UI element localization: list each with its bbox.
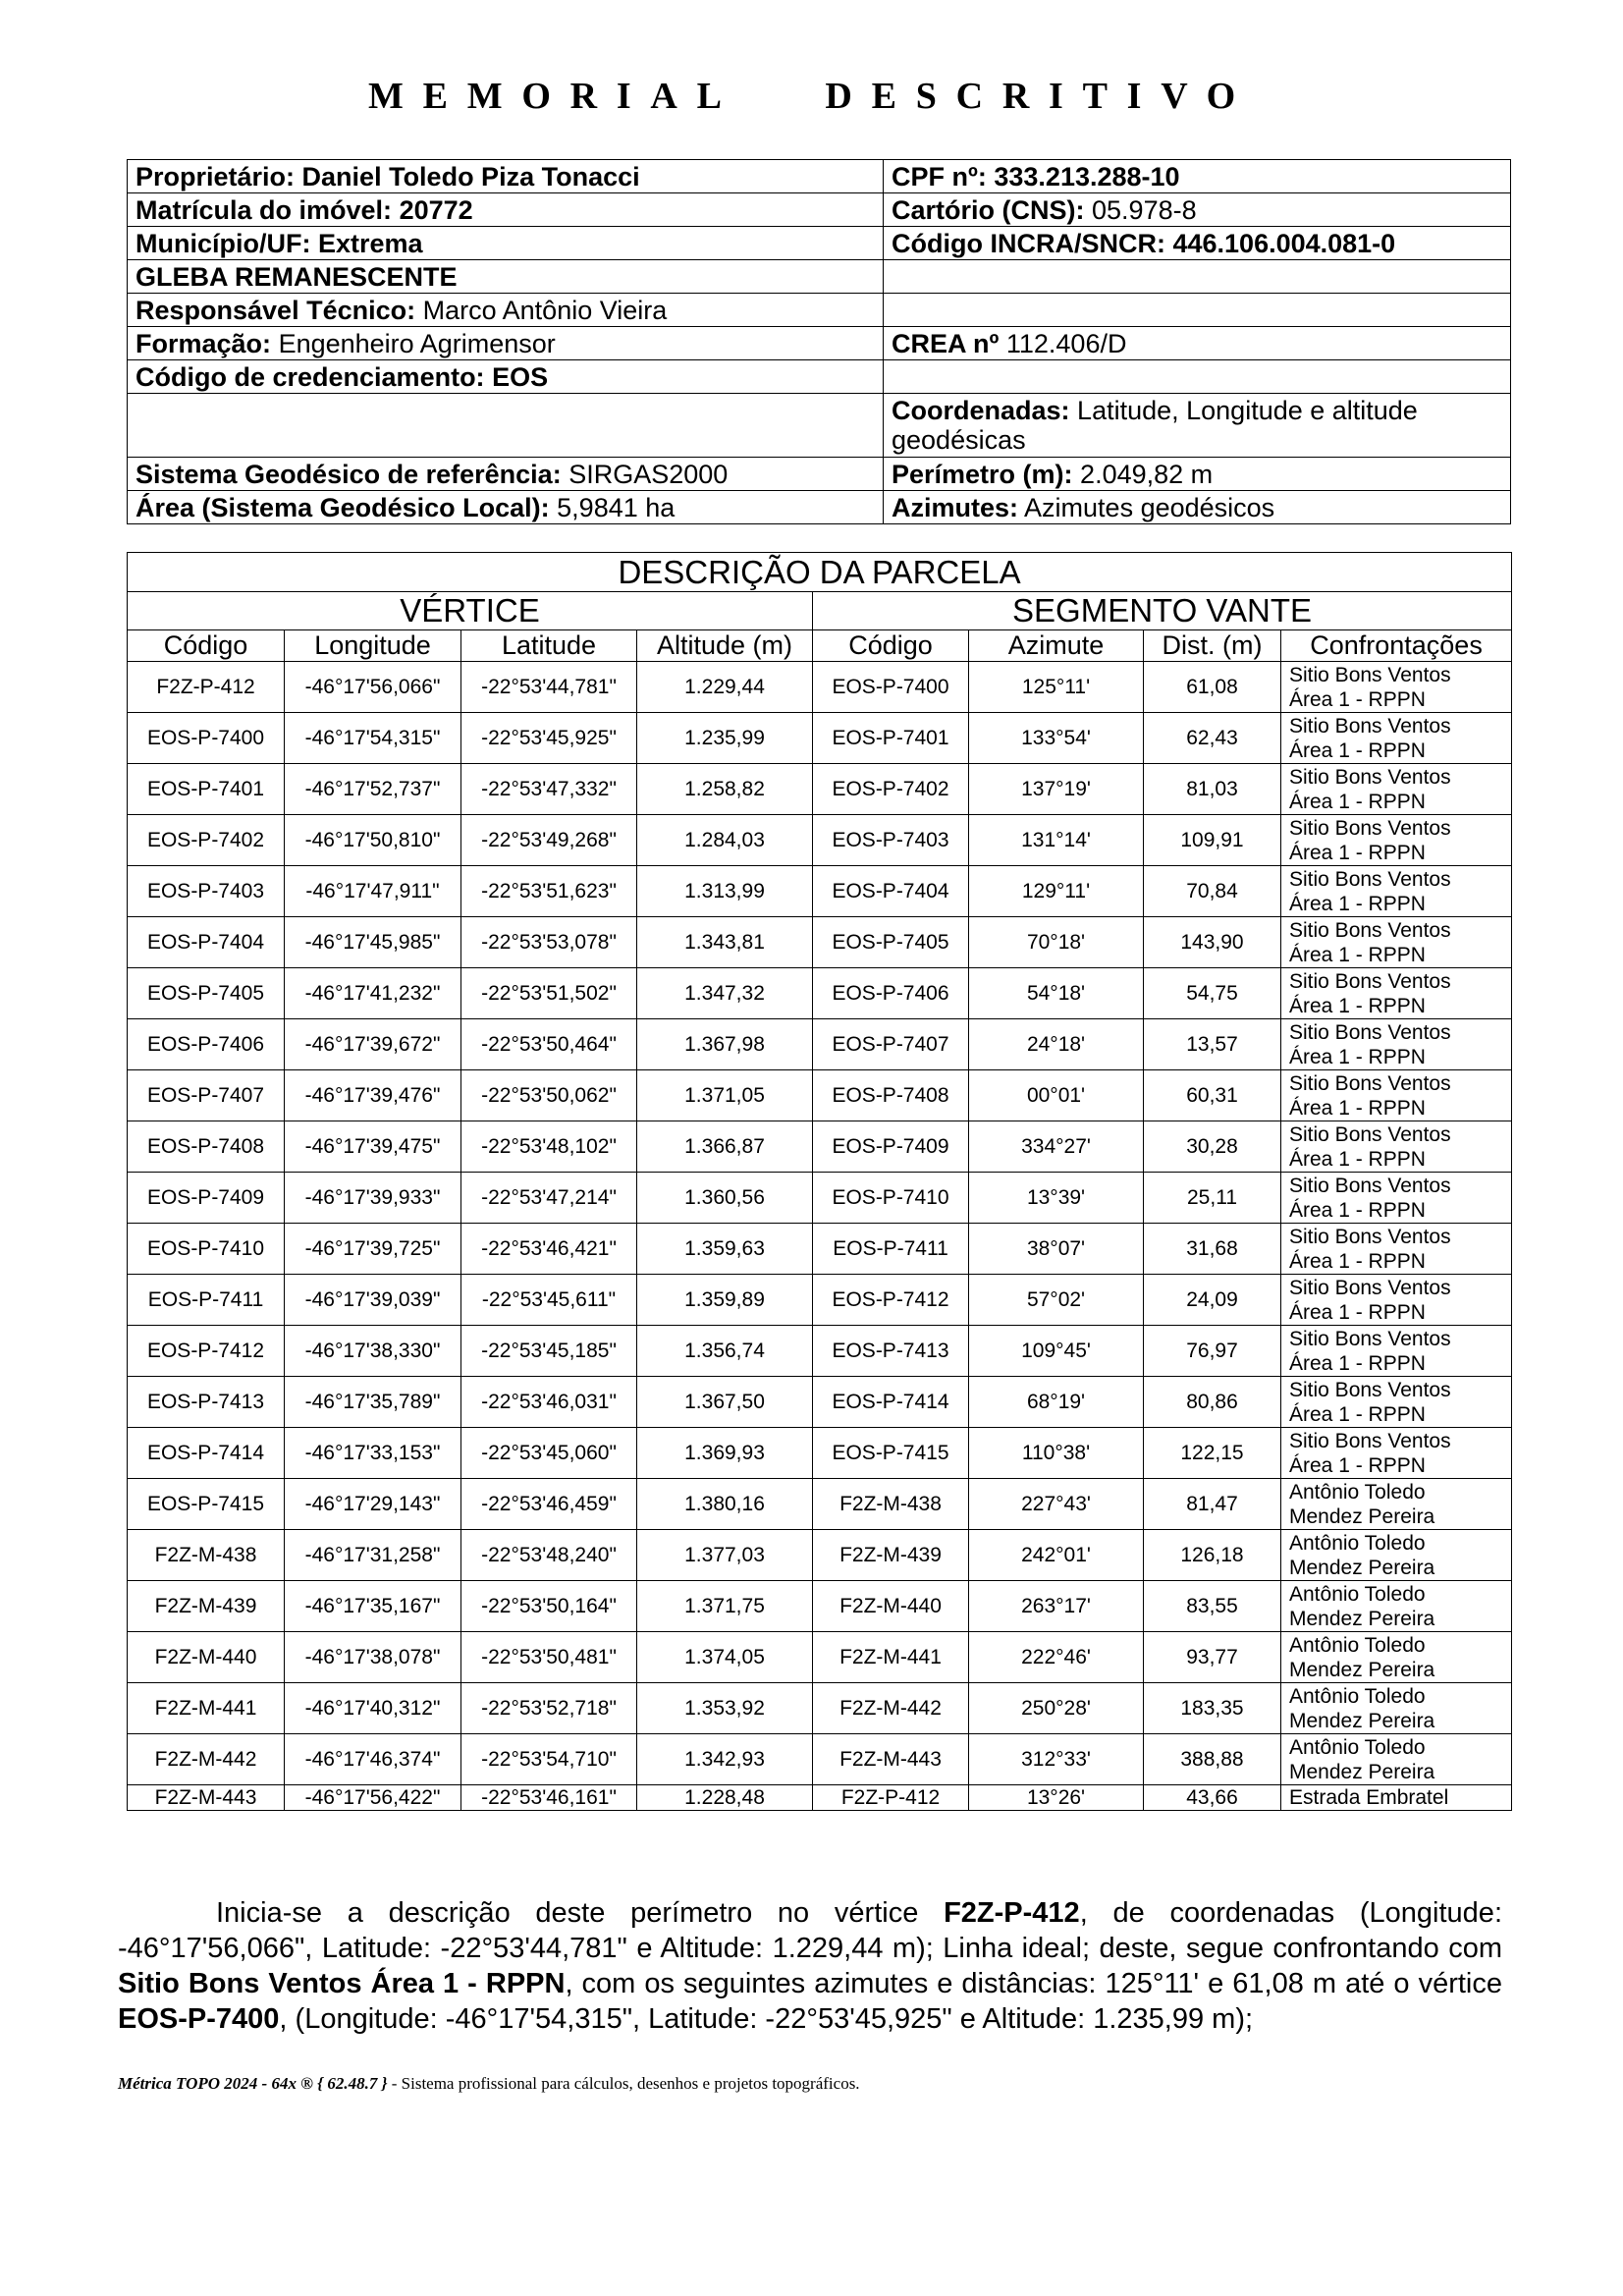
table-cell: 70,84 — [1144, 866, 1281, 917]
table-cell: EOS-P-7413 — [128, 1377, 285, 1428]
table-cell: 1.258,82 — [637, 764, 813, 815]
confrontacao-line: Antônio Toledo — [1289, 1633, 1426, 1657]
table-cell: EOS-P-7404 — [813, 866, 969, 917]
table-row — [128, 1224, 1512, 1275]
table-row — [128, 1173, 1512, 1224]
table-cell: 109,91 — [1144, 815, 1281, 866]
credenciamento-cell: Código de credenciamento: EOS — [128, 360, 884, 394]
table-cell: 62,43 — [1144, 713, 1281, 764]
table-cell: EOS-P-7410 — [128, 1224, 285, 1275]
table-row — [128, 1428, 1512, 1479]
confrontacao-cell — [1281, 1734, 1512, 1785]
column-header: Confrontações — [1281, 630, 1512, 662]
document-title: MEMORIAL DESCRITIVO — [368, 76, 1255, 117]
confrontacao-cell — [1281, 866, 1512, 917]
table-cell: 83,55 — [1144, 1581, 1281, 1632]
table-row — [128, 1326, 1512, 1377]
confrontacao-line: Área 1 - RPPN — [1289, 943, 1426, 966]
table-row — [128, 1479, 1512, 1530]
table-cell: -22°53'46,421" — [461, 1224, 637, 1275]
table-row — [128, 764, 1512, 815]
table-cell: -46°17'52,737" — [285, 764, 461, 815]
table-cell: F2Z-M-442 — [128, 1734, 285, 1785]
column-header: Longitude — [285, 630, 461, 662]
table-cell: -46°17'35,789" — [285, 1377, 461, 1428]
table-row — [128, 1530, 1512, 1581]
confrontacao-line: Área 1 - RPPN — [1289, 790, 1426, 813]
table-cell: EOS-P-7405 — [813, 917, 969, 968]
table-cell: -46°17'39,039" — [285, 1275, 461, 1326]
parcel-table — [127, 552, 1512, 1811]
table-row — [128, 917, 1512, 968]
confrontacao-line: Sitio Bons Ventos — [1289, 714, 1451, 738]
confrontacao-line: Área 1 - RPPN — [1289, 1198, 1426, 1222]
sistema-cell: Sistema Geodésico de referência: SIRGAS2000 — [128, 458, 884, 491]
table-cell: -46°17'39,475" — [285, 1121, 461, 1173]
table-cell: EOS-P-7411 — [128, 1275, 285, 1326]
table-cell: -46°17'35,167" — [285, 1581, 461, 1632]
table-cell: -46°17'39,476" — [285, 1070, 461, 1121]
table-row — [128, 1734, 1512, 1785]
table-cell: F2Z-M-443 — [128, 1785, 285, 1811]
table-cell: -22°53'48,102" — [461, 1121, 637, 1173]
table-cell: -22°53'50,062" — [461, 1070, 637, 1121]
confrontacao-line: Sitio Bons Ventos — [1289, 1071, 1451, 1095]
confrontacao-cell — [1281, 1428, 1512, 1479]
table-cell: EOS-P-7413 — [813, 1326, 969, 1377]
table-cell: 183,35 — [1144, 1683, 1281, 1734]
confrontacao-cell — [1281, 1173, 1512, 1224]
confrontacao-line: Sitio Bons Ventos — [1289, 765, 1451, 789]
table-cell: EOS-P-7412 — [813, 1275, 969, 1326]
table-cell: F2Z-M-441 — [813, 1632, 969, 1683]
table-cell: 1.380,16 — [637, 1479, 813, 1530]
table-row — [128, 662, 1512, 713]
table-cell: -46°17'38,330" — [285, 1326, 461, 1377]
confrontacao-cell — [1281, 1224, 1512, 1275]
table-cell: 61,08 — [1144, 662, 1281, 713]
table-cell: -46°17'47,911" — [285, 866, 461, 917]
empty-cell — [884, 260, 1511, 294]
confrontacao-line: Antônio Toledo — [1289, 1531, 1426, 1555]
cpf-cell: CPF nº: 333.213.288-10 — [884, 160, 1511, 193]
municipio-cell: Município/UF: Extrema — [128, 227, 884, 260]
confrontacao-cell — [1281, 1785, 1512, 1811]
table-cell: -22°53'46,031" — [461, 1377, 637, 1428]
confrontacao-cell — [1281, 764, 1512, 815]
table-row — [128, 866, 1512, 917]
table-cell: EOS-P-7410 — [813, 1173, 969, 1224]
table-cell: 110°38' — [969, 1428, 1144, 1479]
table-cell: -22°53'45,611" — [461, 1275, 637, 1326]
vertex-header: VÉRTICE — [128, 592, 813, 630]
confrontacao-line: Sitio Bons Ventos — [1289, 1327, 1451, 1350]
confrontacao-line: Sitio Bons Ventos — [1289, 816, 1451, 840]
table-cell: -46°17'40,312" — [285, 1683, 461, 1734]
empty-cell — [884, 294, 1511, 327]
table-cell: 242°01' — [969, 1530, 1144, 1581]
empty-cell — [884, 360, 1511, 394]
confrontacao-line: Área 1 - RPPN — [1289, 1351, 1426, 1375]
table-row — [128, 968, 1512, 1019]
formacao-cell: Formação: Engenheiro Agrimensor — [128, 327, 884, 360]
table-cell: F2Z-M-439 — [128, 1581, 285, 1632]
table-cell: -22°53'47,214" — [461, 1173, 637, 1224]
table-cell: 263°17' — [969, 1581, 1144, 1632]
crea-cell: CREA nº 112.406/D — [884, 327, 1511, 360]
table-cell: 334°27' — [969, 1121, 1144, 1173]
cartorio-cell: Cartório (CNS): 05.978-8 — [884, 193, 1511, 227]
table-cell: 1.360,56 — [637, 1173, 813, 1224]
table-cell: EOS-P-7415 — [813, 1428, 969, 1479]
confrontacao-line: Área 1 - RPPN — [1289, 687, 1426, 711]
table-cell: 1.228,48 — [637, 1785, 813, 1811]
table-cell: 13°39' — [969, 1173, 1144, 1224]
table-cell: 1.313,99 — [637, 866, 813, 917]
column-headers — [128, 630, 1512, 662]
column-header: Azimute — [969, 630, 1144, 662]
table-cell: 00°01' — [969, 1070, 1144, 1121]
table-cell: -22°53'50,164" — [461, 1581, 637, 1632]
table-cell: 388,88 — [1144, 1734, 1281, 1785]
empty-cell — [128, 394, 884, 458]
confrontacao-line: Antônio Toledo — [1289, 1735, 1426, 1759]
table-cell: EOS-P-7403 — [128, 866, 285, 917]
table-cell: 38°07' — [969, 1224, 1144, 1275]
table-cell: -46°17'29,143" — [285, 1479, 461, 1530]
confrontacao-line: Sitio Bons Ventos — [1289, 1429, 1451, 1452]
table-cell: -46°17'41,232" — [285, 968, 461, 1019]
confrontacao-line: Área 1 - RPPN — [1289, 1249, 1426, 1273]
table-cell: 13,57 — [1144, 1019, 1281, 1070]
table-cell: 129°11' — [969, 866, 1144, 917]
confrontacao-line: Área 1 - RPPN — [1289, 738, 1426, 762]
confrontacao-line: Antônio Toledo — [1289, 1582, 1426, 1606]
confrontacao-line: Área 1 - RPPN — [1289, 892, 1426, 915]
table-cell: -22°53'50,464" — [461, 1019, 637, 1070]
table-cell: 1.356,74 — [637, 1326, 813, 1377]
table-cell: 137°19' — [969, 764, 1144, 815]
table-cell: -22°53'45,185" — [461, 1326, 637, 1377]
table-row — [128, 1581, 1512, 1632]
table-cell: 1.229,44 — [637, 662, 813, 713]
table-cell: 1.367,98 — [637, 1019, 813, 1070]
table-cell: EOS-P-7406 — [128, 1019, 285, 1070]
table-cell: -46°17'39,672" — [285, 1019, 461, 1070]
confrontacao-cell — [1281, 1275, 1512, 1326]
table-cell: -22°53'47,332" — [461, 764, 637, 815]
confrontacao-line: Mendez Pereira — [1289, 1709, 1435, 1732]
table-cell: 30,28 — [1144, 1121, 1281, 1173]
table-cell: -22°53'49,268" — [461, 815, 637, 866]
table-cell: 1.343,81 — [637, 917, 813, 968]
table-cell: 1.359,63 — [637, 1224, 813, 1275]
table-row — [128, 1683, 1512, 1734]
table-cell: F2Z-M-442 — [813, 1683, 969, 1734]
confrontacao-cell — [1281, 968, 1512, 1019]
table-cell: F2Z-M-443 — [813, 1734, 969, 1785]
confrontacao-cell — [1281, 662, 1512, 713]
confrontacao-line: Sitio Bons Ventos — [1289, 969, 1451, 993]
column-header: Código — [813, 630, 969, 662]
table-cell: EOS-P-7409 — [813, 1121, 969, 1173]
table-cell: F2Z-M-440 — [128, 1632, 285, 1683]
table-cell: 227°43' — [969, 1479, 1144, 1530]
table-cell: 222°46' — [969, 1632, 1144, 1683]
table-cell: -22°53'53,078" — [461, 917, 637, 968]
table-cell: EOS-P-7401 — [813, 713, 969, 764]
perimeter-description: Inicia-se a descrição deste perímetro no vértice F2Z-P-412, de coordenadas (Longitude: -46°17'56,066", Latitude: -22°53'44,781" e Altitude: 1.229,44 m); Linha ideal; deste, segue confrontando com Sitio Bons Ventos Área 1 - RPPN, com os seguintes azimutes e distâncias: 125°11' e 61,08 m até o vértice EOS-P-7400, (Longitude: -46°17'54,315", Latitude: -22°53'45,925" e Altitude: 1.235,99 m); — [118, 1897, 1502, 2035]
owner-cell: Proprietário: Daniel Toledo Piza Tonacci — [128, 160, 884, 193]
perimetro-cell: Perímetro (m): 2.049,82 m — [884, 458, 1511, 491]
table-cell: 1.342,93 — [637, 1734, 813, 1785]
table-cell: 133°54' — [969, 713, 1144, 764]
table-row — [128, 1785, 1512, 1811]
table-cell: EOS-P-7411 — [813, 1224, 969, 1275]
confrontacao-cell — [1281, 1326, 1512, 1377]
table-cell: 70°18' — [969, 917, 1144, 968]
coordenadas-cell: Coordenadas: Latitude, Longitude e altitude geodésicas — [884, 394, 1511, 458]
confrontacao-line: Área 1 - RPPN — [1289, 1045, 1426, 1068]
confrontacao-cell — [1281, 1377, 1512, 1428]
table-row — [128, 1377, 1512, 1428]
table-cell: F2Z-M-438 — [813, 1479, 969, 1530]
confrontacao-line: Área 1 - RPPN — [1289, 841, 1426, 864]
table-cell: -46°17'39,933" — [285, 1173, 461, 1224]
table-cell: EOS-P-7412 — [128, 1326, 285, 1377]
table-cell: 1.235,99 — [637, 713, 813, 764]
column-header: Dist. (m) — [1144, 630, 1281, 662]
table-cell: F2Z-M-441 — [128, 1683, 285, 1734]
table-cell: 250°28' — [969, 1683, 1144, 1734]
table-cell: 1.369,93 — [637, 1428, 813, 1479]
table-cell: EOS-P-7400 — [128, 713, 285, 764]
table-cell: 76,97 — [1144, 1326, 1281, 1377]
table-cell: 109°45' — [969, 1326, 1144, 1377]
table-cell: -22°53'45,925" — [461, 713, 637, 764]
table-cell: 24,09 — [1144, 1275, 1281, 1326]
table-cell: EOS-P-7414 — [813, 1377, 969, 1428]
confrontacao-line: Antônio Toledo — [1289, 1684, 1426, 1708]
table-cell: -46°17'39,725" — [285, 1224, 461, 1275]
table-cell: 1.371,05 — [637, 1070, 813, 1121]
table-cell: -22°53'54,710" — [461, 1734, 637, 1785]
table-cell: -22°53'52,718" — [461, 1683, 637, 1734]
table-cell: 1.371,75 — [637, 1581, 813, 1632]
confrontacao-line: Área 1 - RPPN — [1289, 1147, 1426, 1171]
table-cell: EOS-P-7403 — [813, 815, 969, 866]
parcel-title: DESCRIÇÃO DA PARCELA — [128, 553, 1512, 592]
confrontacao-cell — [1281, 713, 1512, 764]
table-cell: 43,66 — [1144, 1785, 1281, 1811]
confrontacao-cell — [1281, 1019, 1512, 1070]
table-cell: EOS-P-7400 — [813, 662, 969, 713]
table-cell: -46°17'31,258" — [285, 1530, 461, 1581]
table-cell: -22°53'46,161" — [461, 1785, 637, 1811]
confrontacao-line: Mendez Pereira — [1289, 1607, 1435, 1630]
table-cell: -46°17'56,066" — [285, 662, 461, 713]
confrontacao-cell — [1281, 815, 1512, 866]
table-cell: 68°19' — [969, 1377, 1144, 1428]
table-cell: -46°17'54,315" — [285, 713, 461, 764]
table-cell: 1.359,89 — [637, 1275, 813, 1326]
table-cell: 312°33' — [969, 1734, 1144, 1785]
table-cell: F2Z-M-438 — [128, 1530, 285, 1581]
table-cell: 1.377,03 — [637, 1530, 813, 1581]
table-cell: EOS-P-7401 — [128, 764, 285, 815]
confrontacao-line: Mendez Pereira — [1289, 1504, 1435, 1528]
table-cell: 57°02' — [969, 1275, 1144, 1326]
table-cell: -46°17'56,422" — [285, 1785, 461, 1811]
table-cell: 24°18' — [969, 1019, 1144, 1070]
confrontacao-line: Sitio Bons Ventos — [1289, 1225, 1451, 1248]
table-cell: -22°53'51,623" — [461, 866, 637, 917]
column-header: Altitude (m) — [637, 630, 813, 662]
table-cell: EOS-P-7415 — [128, 1479, 285, 1530]
table-cell: -46°17'46,374" — [285, 1734, 461, 1785]
table-cell: EOS-P-7407 — [813, 1019, 969, 1070]
table-cell: 1.366,87 — [637, 1121, 813, 1173]
table-cell: -46°17'38,078" — [285, 1632, 461, 1683]
table-cell: EOS-P-7405 — [128, 968, 285, 1019]
confrontacao-line: Mendez Pereira — [1289, 1556, 1435, 1579]
confrontacao-cell — [1281, 1530, 1512, 1581]
confrontacao-line: Sitio Bons Ventos — [1289, 1276, 1451, 1299]
table-cell: EOS-P-7406 — [813, 968, 969, 1019]
matricula-cell: Matrícula do imóvel: 20772 — [128, 193, 884, 227]
property-info-table — [127, 159, 1511, 524]
confrontacao-line: Sitio Bons Ventos — [1289, 1378, 1451, 1401]
table-cell: 25,11 — [1144, 1173, 1281, 1224]
confrontacao-line: Área 1 - RPPN — [1289, 994, 1426, 1017]
table-cell: 31,68 — [1144, 1224, 1281, 1275]
confrontacao-line: Sitio Bons Ventos — [1289, 1122, 1451, 1146]
table-cell: -22°53'44,781" — [461, 662, 637, 713]
confrontacao-cell — [1281, 1070, 1512, 1121]
table-row — [128, 713, 1512, 764]
table-cell: F2Z-P-412 — [813, 1785, 969, 1811]
confrontacao-line: Mendez Pereira — [1289, 1658, 1435, 1681]
confrontacao-line: Área 1 - RPPN — [1289, 1402, 1426, 1426]
confrontacao-cell — [1281, 1121, 1512, 1173]
table-row — [128, 1632, 1512, 1683]
confrontacao-cell — [1281, 1632, 1512, 1683]
table-cell: EOS-P-7414 — [128, 1428, 285, 1479]
table-cell: -46°17'33,153" — [285, 1428, 461, 1479]
table-cell: -22°53'51,502" — [461, 968, 637, 1019]
table-cell: 13°26' — [969, 1785, 1144, 1811]
table-cell: -22°53'48,240" — [461, 1530, 637, 1581]
confrontacao-line: Área 1 - RPPN — [1289, 1300, 1426, 1324]
confrontacao-line: Mendez Pereira — [1289, 1760, 1435, 1783]
table-cell: -22°53'50,481" — [461, 1632, 637, 1683]
table-cell: 131°14' — [969, 815, 1144, 866]
column-header: Latitude — [461, 630, 637, 662]
table-cell: 1.284,03 — [637, 815, 813, 866]
table-cell: 1.367,50 — [637, 1377, 813, 1428]
table-cell: 1.374,05 — [637, 1632, 813, 1683]
table-row — [128, 1275, 1512, 1326]
responsavel-cell: Responsável Técnico: Marco Antônio Vieira — [128, 294, 884, 327]
confrontacao-cell — [1281, 1479, 1512, 1530]
table-cell: 93,77 — [1144, 1632, 1281, 1683]
table-cell: -22°53'46,459" — [461, 1479, 637, 1530]
confrontacao-line: Sitio Bons Ventos — [1289, 1174, 1451, 1197]
confrontacao-cell — [1281, 1581, 1512, 1632]
table-cell: 81,47 — [1144, 1479, 1281, 1530]
segment-header: SEGMENTO VANTE — [813, 592, 1512, 630]
column-header: Código — [128, 630, 285, 662]
table-row — [128, 1019, 1512, 1070]
table-row — [128, 1121, 1512, 1173]
table-row — [128, 1070, 1512, 1121]
table-cell: EOS-P-7409 — [128, 1173, 285, 1224]
table-cell: 60,31 — [1144, 1070, 1281, 1121]
table-cell: 54,75 — [1144, 968, 1281, 1019]
area-cell: Área (Sistema Geodésico Local): 5,9841 ha — [128, 491, 884, 524]
table-cell: 81,03 — [1144, 764, 1281, 815]
azimutes-cell: Azimutes: Azimutes geodésicos — [884, 491, 1511, 524]
incra-cell: Código INCRA/SNCR: 446.106.004.081-0 — [884, 227, 1511, 260]
table-cell: F2Z-M-440 — [813, 1581, 969, 1632]
table-cell: EOS-P-7408 — [813, 1070, 969, 1121]
table-cell: F2Z-P-412 — [128, 662, 285, 713]
table-cell: 80,86 — [1144, 1377, 1281, 1428]
software-footer: Métrica TOPO 2024 - 64x ® { 62.48.7 } - Sistema profissional para cálculos, desenhos e projetos topográficos. — [118, 2074, 860, 2093]
table-cell: EOS-P-7408 — [128, 1121, 285, 1173]
table-cell: -46°17'45,985" — [285, 917, 461, 968]
table-cell: 143,90 — [1144, 917, 1281, 968]
table-cell: 125°11' — [969, 662, 1144, 713]
confrontacao-line: Área 1 - RPPN — [1289, 1096, 1426, 1120]
table-cell: EOS-P-7407 — [128, 1070, 285, 1121]
confrontacao-line: Antônio Toledo — [1289, 1480, 1426, 1503]
table-cell: 1.347,32 — [637, 968, 813, 1019]
confrontacao-line: Área 1 - RPPN — [1289, 1453, 1426, 1477]
confrontacao-line: Estrada Embratel — [1289, 1786, 1449, 1809]
confrontacao-line: Sitio Bons Ventos — [1289, 867, 1451, 891]
confrontacao-line: Sitio Bons Ventos — [1289, 918, 1451, 942]
table-cell: 122,15 — [1144, 1428, 1281, 1479]
table-cell: EOS-P-7404 — [128, 917, 285, 968]
confrontacao-cell — [1281, 917, 1512, 968]
confrontacao-line: Sitio Bons Ventos — [1289, 663, 1451, 686]
table-cell: EOS-P-7402 — [128, 815, 285, 866]
gleba-cell: GLEBA REMANESCENTE — [128, 260, 884, 294]
table-cell: F2Z-M-439 — [813, 1530, 969, 1581]
table-cell: 1.353,92 — [637, 1683, 813, 1734]
table-row — [128, 815, 1512, 866]
confrontacao-cell — [1281, 1683, 1512, 1734]
table-cell: -46°17'50,810" — [285, 815, 461, 866]
confrontacao-line: Sitio Bons Ventos — [1289, 1020, 1451, 1044]
table-cell: 54°18' — [969, 968, 1144, 1019]
table-cell: EOS-P-7402 — [813, 764, 969, 815]
table-cell: -22°53'45,060" — [461, 1428, 637, 1479]
table-cell: 126,18 — [1144, 1530, 1281, 1581]
